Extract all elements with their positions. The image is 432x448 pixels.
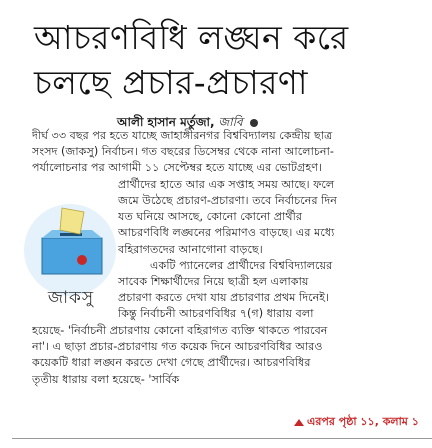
body-line: বহিরাগতদের আনাগোনা বাড়ছে। bbox=[118, 243, 263, 256]
headline-line-1: আচরণবিধি লঙ্ঘন করে bbox=[34, 18, 349, 57]
jump-text: এরপর পৃষ্ঠা ১১, কলাম ১ bbox=[307, 415, 419, 428]
body-line: প্রার্থীদের হাতে আর এক সপ্তাহ সময় আছে। ফলে bbox=[118, 178, 335, 191]
body-line: সাবেক শিক্ষার্থীদের নিয়ে ছাত্রী হল এলাকায় bbox=[118, 275, 309, 288]
continued-on-link[interactable] bbox=[294, 413, 419, 432]
byline bbox=[117, 115, 427, 129]
body-line: জমে উঠেছে প্রচারণ-প্রচারণা। তবে নির্বাচনের দিন bbox=[118, 194, 337, 207]
bullet-icon bbox=[250, 119, 258, 127]
body-line: যত ঘনিয়ে আসছে, কোনো কোনো প্রার্থীর bbox=[118, 210, 303, 223]
headline-line-2: চলছে প্রচার-প্রচারণা bbox=[34, 63, 308, 102]
body-line: একটি প্যানেলের প্রার্থীদের বিশ্ববিদ্যালয়ের bbox=[150, 259, 333, 272]
illustration-label: জাকসু bbox=[47, 288, 95, 308]
body-line: কয়েকটি ধারা লঙ্ঘন করতে দেখা গেছে প্রার্থীদের। আচরণবিধির bbox=[32, 356, 311, 369]
body-line: আচরণবিধি লঙ্ঘনের পরিমাণও বাড়ছে। এর মধ্যে bbox=[118, 226, 335, 239]
body-line: হয়েছে- 'নির্বাচনী প্রচারণায় কোনো বহিরাগত ব্যক্তি থাকতে পারবেন bbox=[32, 324, 328, 337]
body-line: না'। এ ছাড়া প্রচার-প্রচারণায় গত কয়েক দিনে আচরণবিধির আরও bbox=[32, 340, 323, 353]
body-line: তৃতীয় ধারায় বলা হয়েছে- 'সার্বিক bbox=[32, 373, 180, 386]
body-line: দীর্ঘ ৩৩ বছর পর হতে যাচ্ছে জাহাঙ্গীরনগর বিশ্ববিদ্যালয় কেন্দ্রীয় ছাত্র bbox=[32, 129, 333, 142]
arrow-up-icon bbox=[294, 419, 304, 426]
body-line: পর্যালোচনার পর আগামী ১১ সেপ্টেম্বর হতে যাচ্ছে এর ভোটগ্রহণ। bbox=[32, 161, 323, 174]
body-line: কিন্তু নির্বাচনী আচরণবিধির ৭(গ) ধারায় বলা bbox=[118, 307, 314, 320]
divider bbox=[12, 438, 432, 439]
body-line: প্রচারণা করতে দেখা যায় প্রচারণার প্রথম দিনেই। bbox=[118, 291, 330, 304]
byline-author: আলী হাসান মর্তুজা, bbox=[117, 115, 215, 129]
body-line: সংসদ (জাকসু) নির্বাচন। গত বছরের ডিসেম্বর থেকে নানা আলোচনা- bbox=[32, 145, 334, 158]
byline-agency: জাবি bbox=[218, 115, 243, 129]
